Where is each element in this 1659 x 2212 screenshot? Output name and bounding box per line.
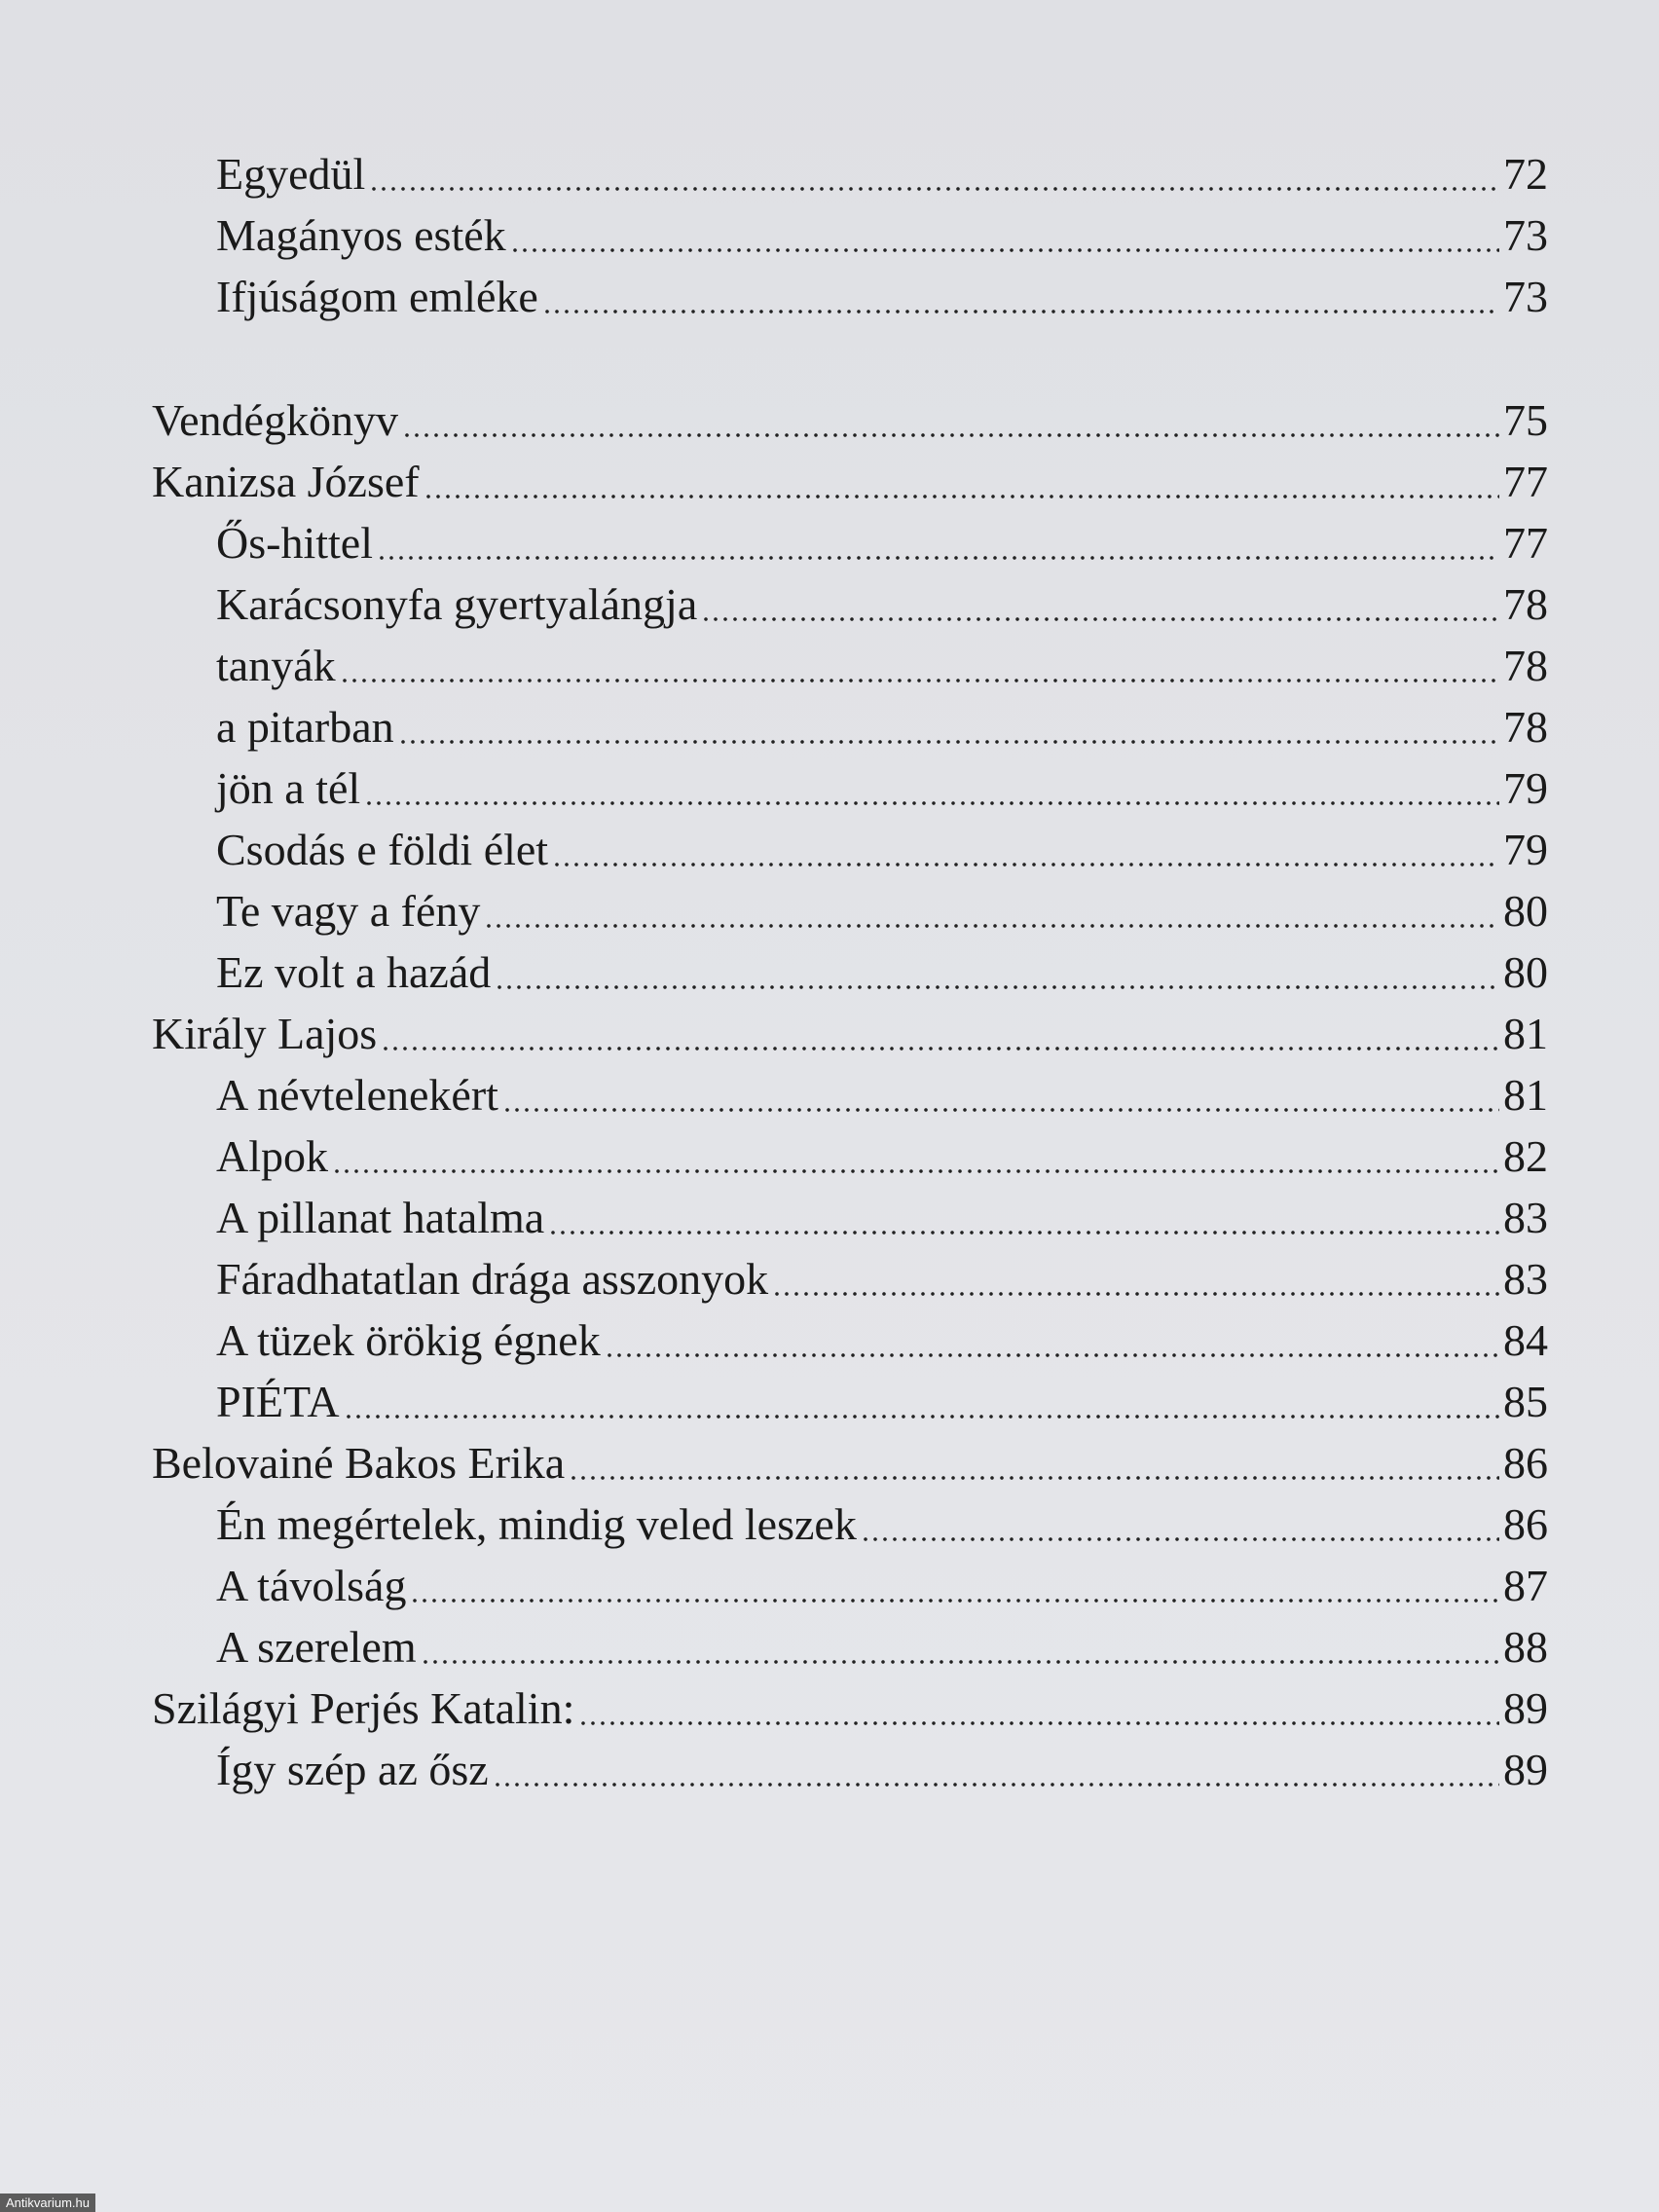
dot-leader xyxy=(421,1625,1499,1666)
toc-entry xyxy=(216,259,1548,319)
toc-entry-title: a pitarban xyxy=(216,702,394,752)
dot-leader xyxy=(340,644,1499,684)
toc-entry xyxy=(216,812,1548,872)
toc-entry xyxy=(216,1732,1548,1792)
toc-entry-title: Ős-hittel xyxy=(216,518,373,568)
toc-entry xyxy=(216,136,1548,197)
toc-entry-page-number: 83 xyxy=(1503,1193,1548,1242)
toc-entry-page-number: 73 xyxy=(1503,210,1548,260)
toc-entry-title: Kanizsa József xyxy=(152,457,420,506)
toc-entry-title: Szilágyi Perjés Katalin: xyxy=(152,1683,575,1733)
toc-entry-page-number: 72 xyxy=(1503,149,1548,199)
dot-leader xyxy=(701,582,1499,623)
toc-entry-title: Magányos esték xyxy=(216,210,506,260)
toc-entry-page-number: 85 xyxy=(1503,1377,1548,1426)
dot-leader xyxy=(410,1564,1499,1604)
toc-entry xyxy=(216,1303,1548,1363)
toc-entry xyxy=(152,1671,1548,1731)
toc-entry-title: Király Lajos xyxy=(152,1009,378,1058)
toc-entry-title: A tüzek örökig égnek xyxy=(216,1315,601,1365)
dot-leader xyxy=(578,1686,1499,1727)
toc-entry-title: Karácsonyfa gyertyalángja xyxy=(216,579,698,629)
toc-entry xyxy=(216,873,1548,934)
toc-entry-page-number: 81 xyxy=(1503,1070,1548,1120)
toc-entry xyxy=(216,1057,1548,1118)
toc-entry-title: A szerelem xyxy=(216,1622,417,1672)
dot-leader xyxy=(364,766,1499,807)
dot-leader xyxy=(569,1441,1499,1482)
dot-leader xyxy=(344,1380,1499,1420)
toc-entry-title: A névtelenekért xyxy=(216,1070,498,1120)
toc-entry-page-number: 89 xyxy=(1503,1745,1548,1794)
toc-entry-title: jön a tél xyxy=(216,763,361,813)
toc-entry xyxy=(216,1487,1548,1547)
toc-entry-page-number: 83 xyxy=(1503,1254,1548,1304)
dot-leader xyxy=(548,1196,1499,1236)
toc-entry-page-number: 77 xyxy=(1503,457,1548,506)
toc-entry xyxy=(216,1364,1548,1424)
dot-leader xyxy=(369,152,1499,193)
toc-entry-page-number: 81 xyxy=(1503,1009,1548,1058)
toc-entry-page-number: 87 xyxy=(1503,1561,1548,1610)
toc-entry-page-number: 86 xyxy=(1503,1499,1548,1549)
toc-entry-title: Belovainé Bakos Erika xyxy=(152,1438,566,1488)
dot-leader xyxy=(772,1257,1499,1298)
toc-entry-title: A távolság xyxy=(216,1561,407,1610)
toc-entry-page-number: 78 xyxy=(1503,702,1548,752)
toc-entry-page-number: 78 xyxy=(1503,579,1548,629)
toc-entry-page-number: 75 xyxy=(1503,395,1548,445)
toc-entry-page-number: 86 xyxy=(1503,1438,1548,1488)
dot-leader xyxy=(332,1134,1499,1175)
toc-entry-page-number: 82 xyxy=(1503,1131,1548,1181)
toc-entry-page-number: 77 xyxy=(1503,518,1548,568)
toc-entry-title: PIÉTA xyxy=(216,1377,340,1426)
toc-entry-page-number: 89 xyxy=(1503,1683,1548,1733)
toc-entry-title: Te vagy a fény xyxy=(216,886,481,936)
toc-entry-title: tanyák xyxy=(216,641,336,690)
toc-entry-title: Így szép az ősz xyxy=(216,1745,489,1794)
toc-entry xyxy=(216,1119,1548,1179)
toc-entry xyxy=(152,1425,1548,1486)
toc-entry-page-number: 78 xyxy=(1503,641,1548,690)
dot-leader xyxy=(495,950,1499,991)
dot-leader xyxy=(484,889,1499,930)
toc-entry xyxy=(216,689,1548,750)
toc-entry xyxy=(152,444,1548,504)
toc-entry xyxy=(216,751,1548,811)
toc-entry-page-number: 79 xyxy=(1503,763,1548,813)
toc-entry xyxy=(216,1180,1548,1240)
toc-entry-page-number: 73 xyxy=(1503,272,1548,321)
dot-leader xyxy=(552,828,1499,868)
dot-leader xyxy=(424,460,1499,500)
toc-entry xyxy=(216,1548,1548,1608)
toc-entry-title: Vendégkönyv xyxy=(152,395,398,445)
toc-entry xyxy=(216,1241,1548,1302)
toc-entry xyxy=(216,198,1548,258)
toc-entry-title: A pillanat hatalma xyxy=(216,1193,545,1242)
toc-entry xyxy=(216,628,1548,688)
dot-leader xyxy=(493,1748,1499,1788)
watermark: Antikvarium.hu xyxy=(0,2194,95,2212)
toc-entry-title: Csodás e földi élet xyxy=(216,825,549,874)
toc-entry-title: Ifjúságom emléke xyxy=(216,272,538,321)
toc-entry xyxy=(216,567,1548,627)
toc-entry-title: Ez volt a hazád xyxy=(216,947,492,997)
dot-leader xyxy=(377,521,1499,562)
toc-entry-page-number: 88 xyxy=(1503,1622,1548,1672)
dot-leader xyxy=(861,1502,1499,1543)
toc-entry-page-number: 84 xyxy=(1503,1315,1548,1365)
dot-leader xyxy=(398,705,1499,746)
toc-entry xyxy=(152,996,1548,1056)
toc-entry xyxy=(216,1609,1548,1670)
toc-entry-title: Alpok xyxy=(216,1131,328,1181)
toc-entry xyxy=(216,505,1548,566)
dot-leader xyxy=(381,1012,1499,1052)
toc-entry-title: Én megértelek, mindig veled leszek xyxy=(216,1499,857,1549)
dot-leader xyxy=(502,1073,1499,1114)
toc-entry-title: Fáradhatatlan drága asszonyok xyxy=(216,1254,769,1304)
dot-leader xyxy=(402,398,1499,439)
toc-entry xyxy=(152,383,1548,443)
dot-leader xyxy=(542,275,1499,315)
toc-entry-title: Egyedül xyxy=(216,149,366,199)
toc-entry-page-number: 79 xyxy=(1503,825,1548,874)
toc-entry-page-number: 80 xyxy=(1503,886,1548,936)
dot-leader xyxy=(605,1318,1499,1359)
dot-leader xyxy=(510,213,1499,254)
toc-entry xyxy=(216,935,1548,995)
toc-entry-page-number: 80 xyxy=(1503,947,1548,997)
